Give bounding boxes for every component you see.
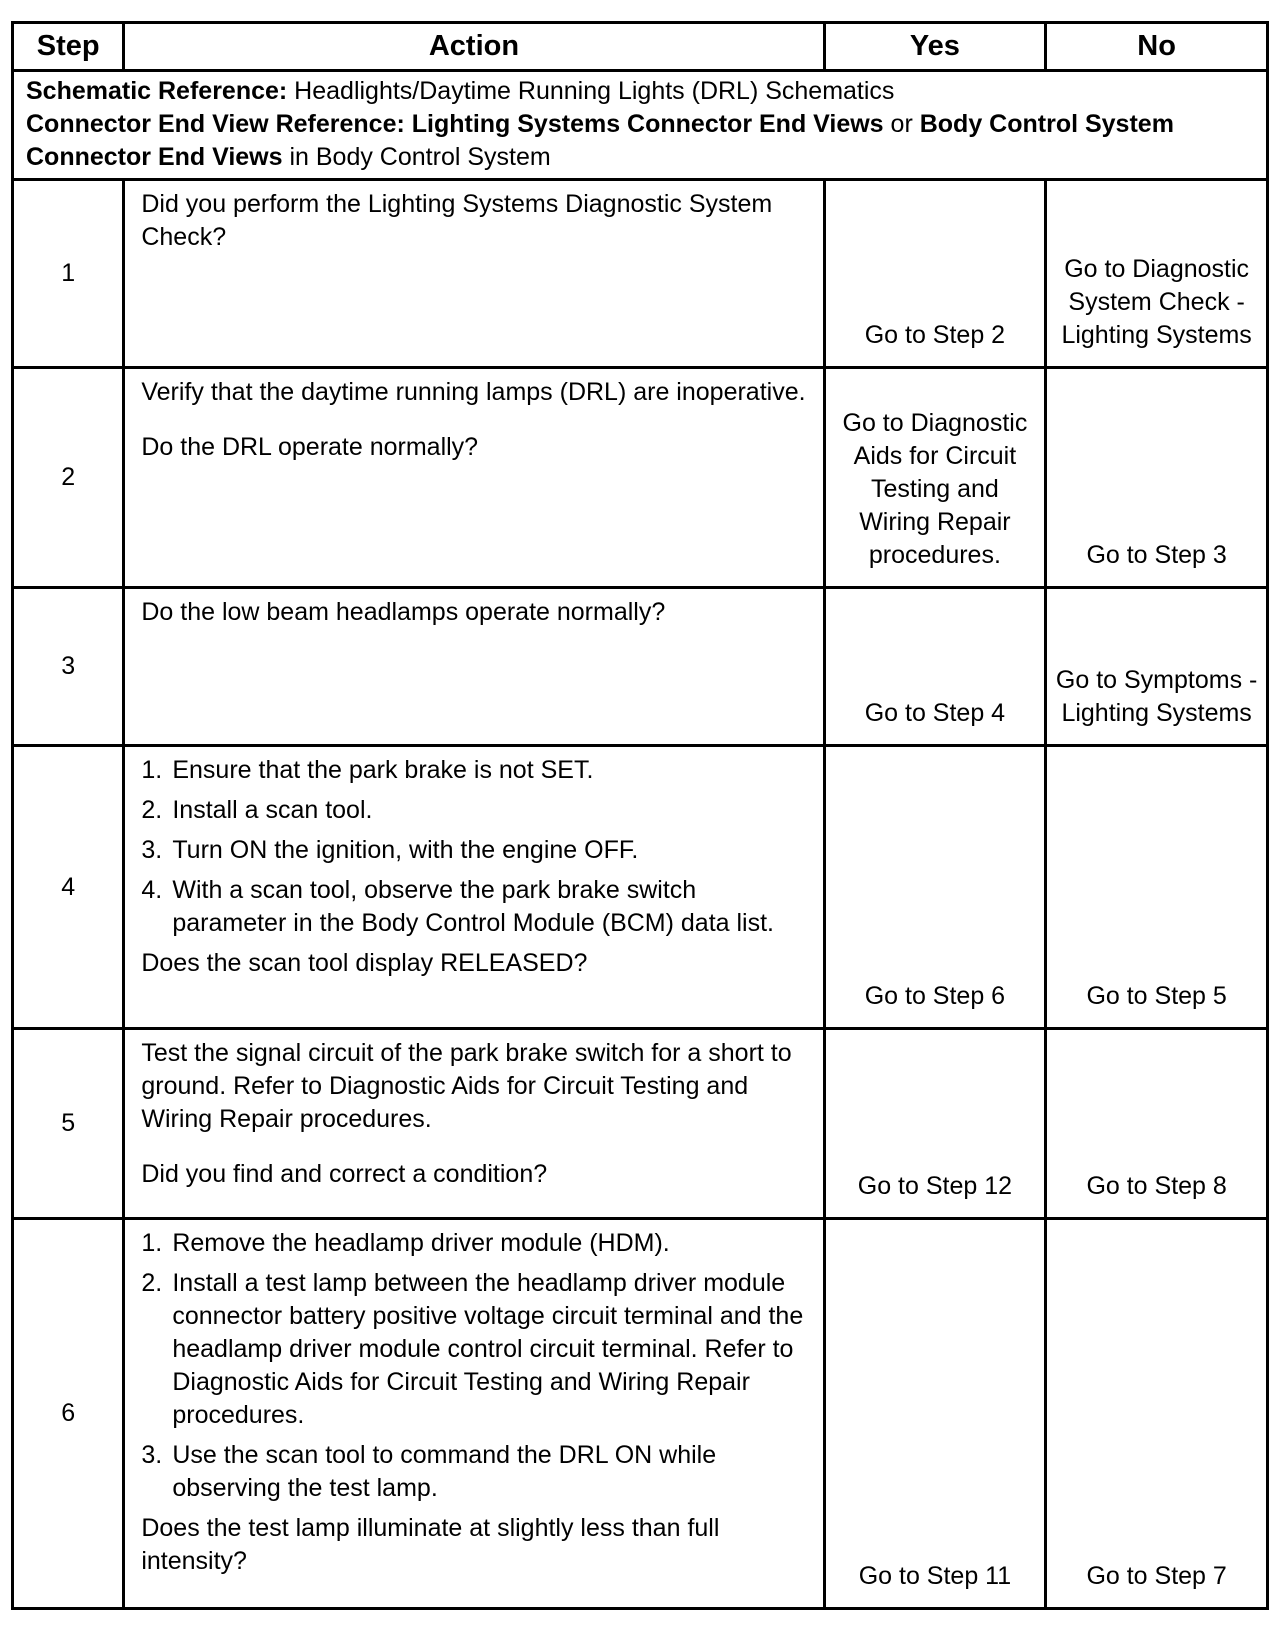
step-number: 4	[13, 746, 124, 1029]
table-row	[13, 368, 1268, 588]
list-item-text: Remove the headlamp driver module (HDM).	[172, 1229, 670, 1257]
action-question: Do the DRL operate normally?	[141, 433, 479, 461]
connector-reference	[26, 108, 1254, 174]
action-cell	[124, 746, 824, 1029]
list-item-number: 1.	[141, 1229, 163, 1257]
action-cell	[124, 1219, 824, 1609]
yes-cell: Go to Diagnostic Aids for Circuit Testing and Wiring Repair procedures.	[824, 368, 1046, 588]
list-item	[141, 1267, 806, 1432]
list-item-text: Install a test lamp between the headlamp driver module connector battery positive voltage circuit terminal and the headlamp driver module control circuit terminal. Refer to Diagnostic Aids for Circuit Testing and Wiring Repair procedures.	[172, 1269, 804, 1429]
table-row	[13, 1219, 1268, 1609]
schematic-reference-label: Schematic Reference:	[26, 77, 288, 105]
list-item-text: Ensure that the park brake is not SET.	[172, 756, 594, 784]
diagnostic-table	[11, 21, 1269, 1610]
connector-reference-tail: in Body Control System	[282, 143, 551, 171]
no-cell: Go to Step 3	[1046, 368, 1268, 588]
list-item	[141, 1439, 806, 1505]
step-number: 3	[13, 588, 124, 746]
no-cell: Go to Step 8	[1046, 1029, 1268, 1219]
list-item	[141, 754, 806, 787]
connector-reference-body: Body Control System Connector End Views	[26, 110, 1174, 171]
header-step: Step	[13, 23, 124, 71]
yes-cell: Go to Step 4	[824, 588, 1046, 746]
no-cell: Go to Step 5	[1046, 746, 1268, 1029]
list-item-text: Install a scan tool.	[172, 796, 373, 824]
reference-row	[13, 71, 1268, 180]
action-text: Do the low beam headlamps operate normally?	[141, 598, 666, 626]
no-cell: Go to Diagnostic System Check - Lighting Systems	[1046, 180, 1268, 368]
list-item-number: 3.	[141, 836, 163, 864]
connector-reference-label: Connector End View Reference: Lighting Systems Connector End Views	[26, 110, 884, 138]
list-item	[141, 874, 806, 940]
yes-cell: Go to Step 2	[824, 180, 1046, 368]
schematic-reference-text: Headlights/Daytime Running Lights (DRL) Schematics	[287, 77, 895, 105]
step-number: 6	[13, 1219, 124, 1609]
table-row	[13, 746, 1268, 1029]
header-yes: Yes	[824, 23, 1046, 71]
list-item	[141, 1227, 806, 1260]
table-row	[13, 180, 1268, 368]
action-question: Does the test lamp illuminate at slightly less than full intensity?	[141, 1514, 720, 1575]
table-row	[13, 1029, 1268, 1219]
step-number: 2	[13, 368, 124, 588]
header-no: No	[1046, 23, 1268, 71]
action-text: Verify that the daytime running lamps (DRL) are inoperative.	[141, 378, 806, 406]
header-row	[13, 23, 1268, 71]
list-item	[141, 834, 806, 867]
reference-cell	[13, 71, 1268, 180]
action-text: Test the signal circuit of the park brake switch for a short to ground. Refer to Diagnostic Aids for Circuit Testing and Wiring Repair procedures.	[141, 1039, 792, 1133]
list-item-number: 1.	[141, 756, 163, 784]
list-item	[141, 794, 806, 827]
action-steps-list	[141, 754, 806, 940]
no-cell: Go to Symptoms - Lighting Systems	[1046, 588, 1268, 746]
action-cell	[124, 368, 824, 588]
action-text: Did you perform the Lighting Systems Diagnostic System Check?	[141, 190, 773, 251]
list-item-number: 2.	[141, 1269, 163, 1297]
connector-reference-or: or	[883, 110, 920, 138]
yes-cell: Go to Step 12	[824, 1029, 1046, 1219]
header-action: Action	[124, 23, 824, 71]
schematic-reference	[26, 75, 1254, 108]
action-cell	[124, 588, 824, 746]
step-number: 5	[13, 1029, 124, 1219]
list-item-number: 3.	[141, 1441, 163, 1469]
action-cell	[124, 1029, 824, 1219]
list-item-number: 4.	[141, 876, 163, 904]
action-question: Does the scan tool display RELEASED?	[141, 949, 588, 977]
yes-cell: Go to Step 6	[824, 746, 1046, 1029]
list-item-text: With a scan tool, observe the park brake switch parameter in the Body Control Module (BCM) data list.	[172, 876, 774, 937]
list-item-text: Turn ON the ignition, with the engine OFF.	[172, 836, 639, 864]
action-steps-list	[141, 1227, 806, 1505]
yes-cell: Go to Step 11	[824, 1219, 1046, 1609]
action-question: Did you find and correct a condition?	[141, 1160, 548, 1188]
no-cell: Go to Step 7	[1046, 1219, 1268, 1609]
list-item-number: 2.	[141, 796, 163, 824]
list-item-text: Use the scan tool to command the DRL ON while observing the test lamp.	[172, 1441, 717, 1502]
table-row	[13, 588, 1268, 746]
action-cell	[124, 180, 824, 368]
step-number: 1	[13, 180, 124, 368]
